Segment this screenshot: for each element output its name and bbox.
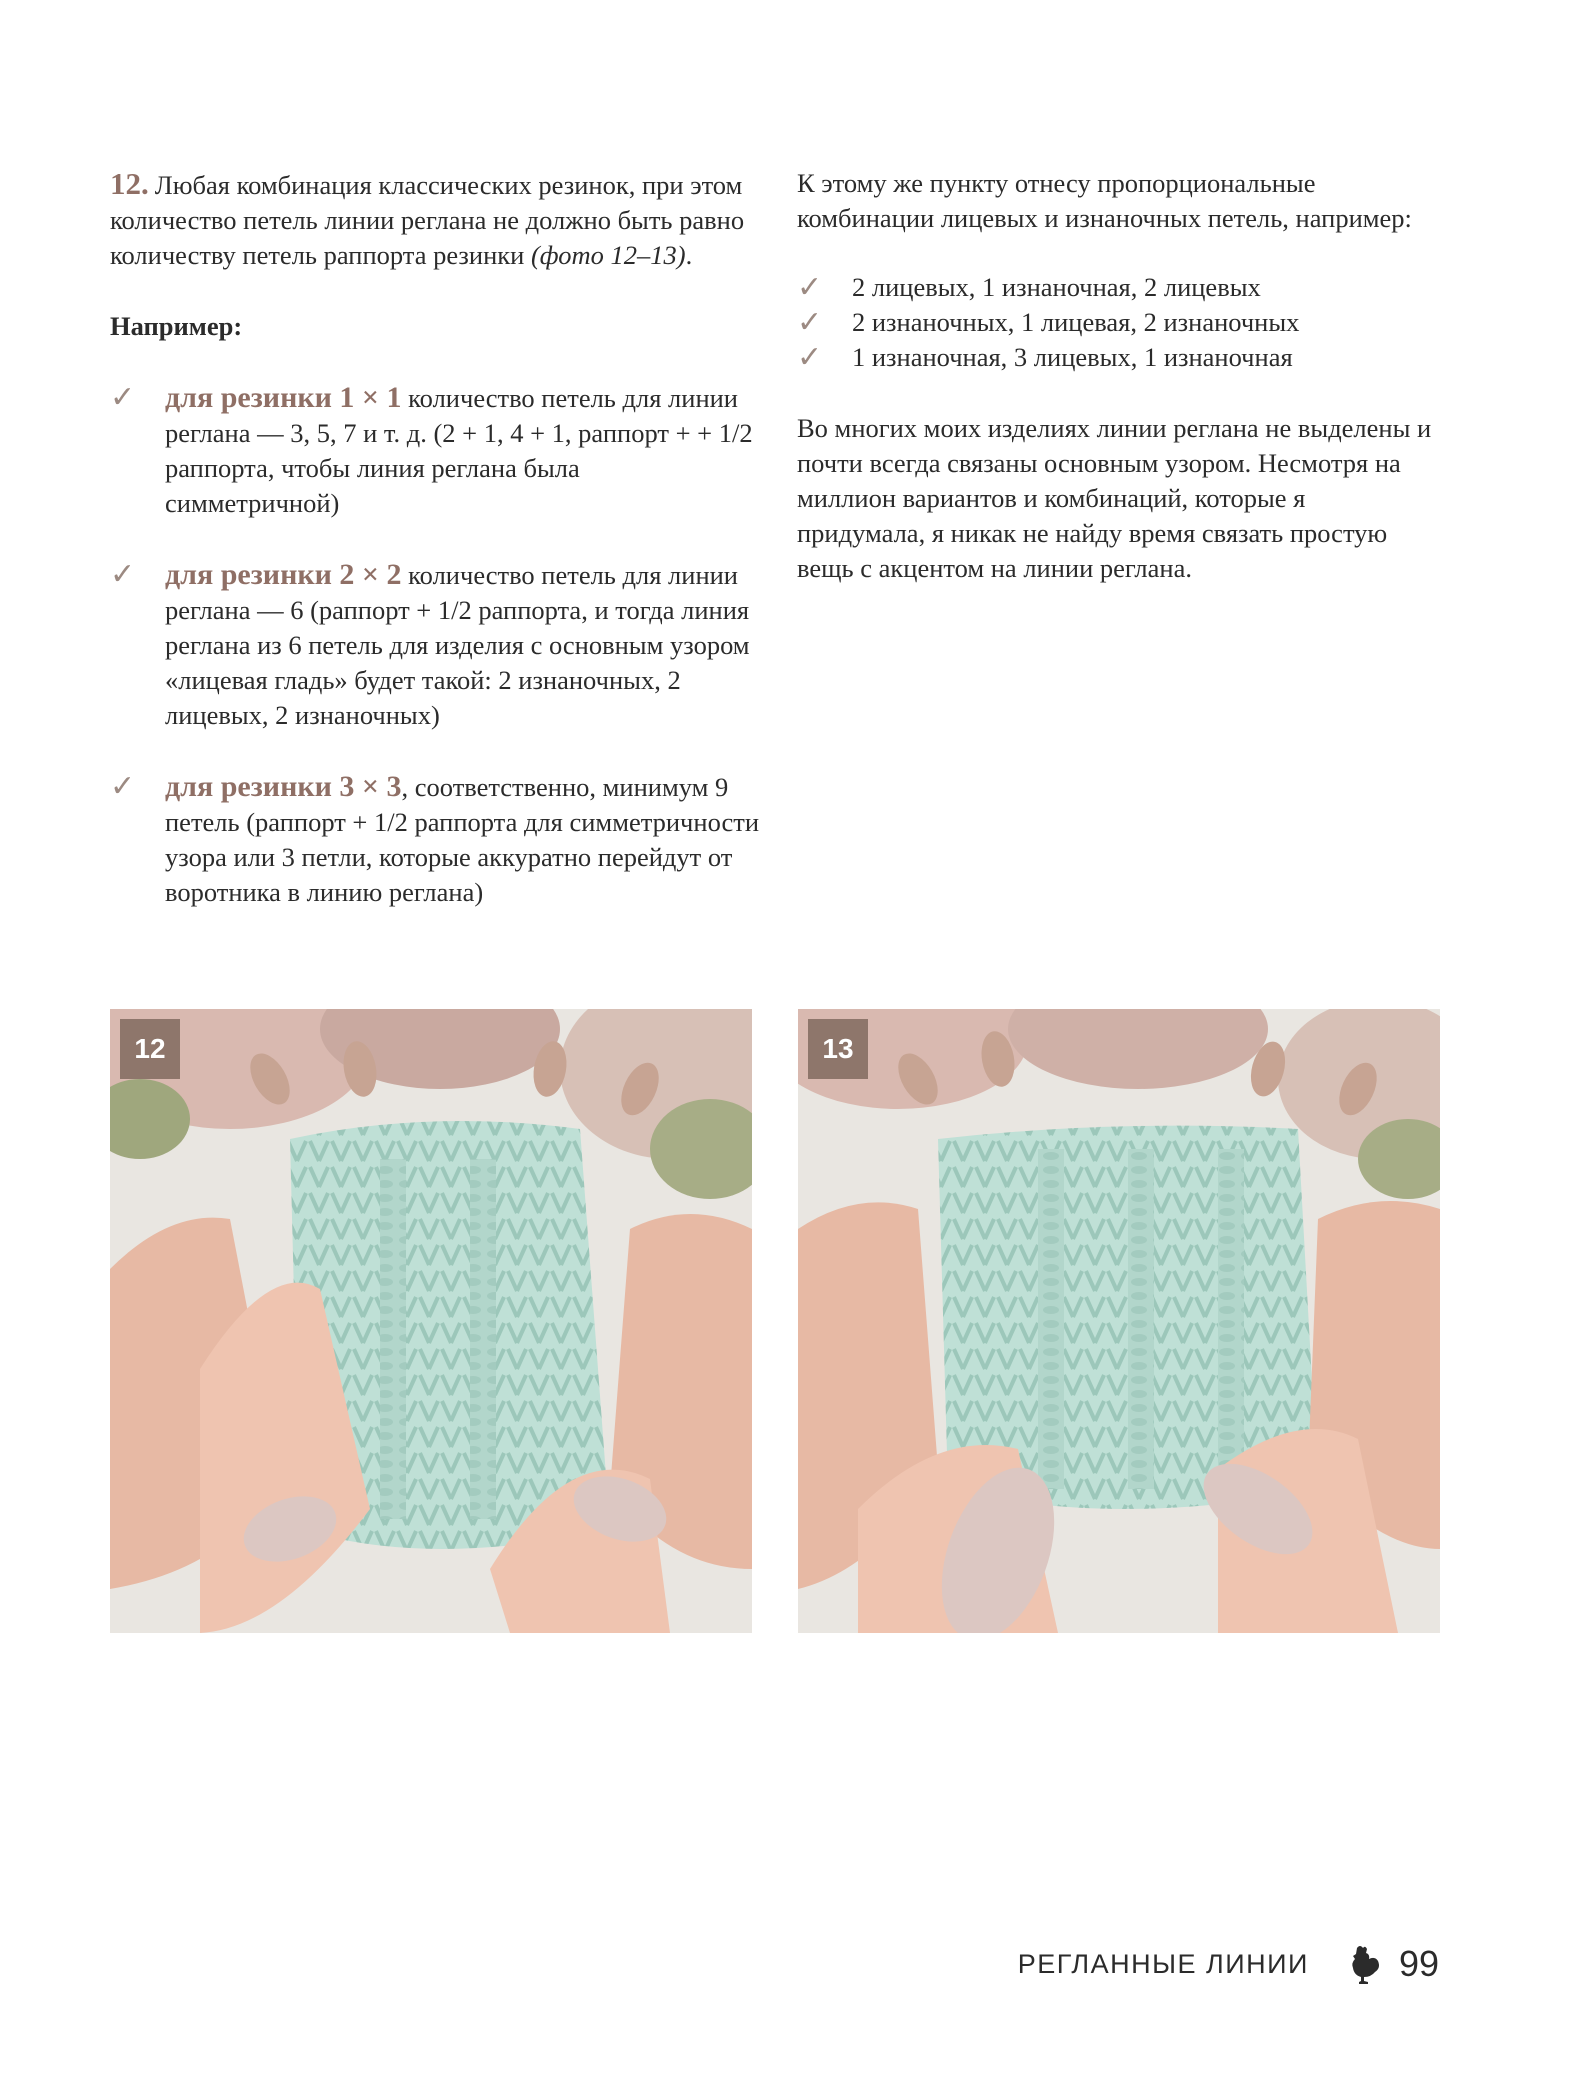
list-item: [110, 557, 760, 733]
rib-examples-list: [110, 380, 760, 910]
checkmark-icon: ✓: [797, 340, 823, 375]
knitting-photo-illustration: [110, 1009, 752, 1633]
list-item: [797, 270, 1437, 305]
item-text: количество петель для линии реглана — 3, 5, 7 и т. д. (2 + 1, 4 + 1, раппорт + + 1/2 раппорта, чтобы линия реглана была симметричной): [165, 383, 753, 518]
example-heading: Например:: [110, 311, 243, 341]
item-accent: для резинки 3 × 3: [165, 770, 402, 803]
right-column: [797, 166, 1437, 586]
page-footer: [1018, 1943, 1439, 1985]
rooster-icon: [1347, 1944, 1381, 1984]
photo-number-badge: 13: [808, 1019, 868, 1079]
item-number: 12.: [110, 166, 149, 201]
checkmark-icon: ✓: [110, 380, 136, 415]
right-paragraph: Во многих моих изделиях линии реглана не выделены и почти всегда связаны основным узором. Несмотря на миллион вариантов и комбинаций, которые я придумала, я никак не найду время связать простую вещь с акцентом на линии реглана.: [797, 413, 1432, 583]
item-text: количество петель для линии реглана — 6 (раппорт + 1/2 раппорта, и тогда линия реглана из 6 петель для изделия с основным узором «лицевая гладь» будет такой: 2 изнаночных, 2 лицевых, 2 изнаночных): [165, 560, 750, 730]
checkmark-icon: ✓: [797, 305, 823, 340]
photo-number-badge: 12: [120, 1019, 180, 1079]
item-12-paragraph: [110, 166, 760, 273]
list-item: [797, 305, 1437, 340]
item-text: 2 изнаночных, 1 лицевая, 2 изнаночных: [852, 307, 1300, 337]
item-accent: для резинки 2 × 2: [165, 558, 402, 591]
checkmark-icon: ✓: [797, 270, 823, 305]
photo-12: [110, 1009, 752, 1633]
intro-end: .: [685, 240, 693, 270]
item-intro: Любая комбинация классических резинок, при этом количество петель линии реглана не должно быть равно количеству петель раппорта резинки: [110, 170, 745, 270]
left-column: [110, 166, 760, 910]
photo-13: [798, 1009, 1440, 1633]
section-title: РЕГЛАННЫЕ ЛИНИИ: [1017, 1948, 1309, 1979]
item-accent: для резинки 1 × 1: [165, 381, 402, 414]
page-number: 99: [1398, 1943, 1439, 1984]
photo-reference: (фото 12–13): [530, 240, 686, 270]
item-text: 1 изнаночная, 3 лицевых, 1 изнаночная: [852, 342, 1293, 372]
combination-list: [797, 270, 1437, 375]
knitting-photo-illustration: [798, 1009, 1440, 1633]
list-item: [797, 340, 1437, 375]
list-item: [110, 769, 760, 910]
item-text: 2 лицевых, 1 изнаночная, 2 лицевых: [852, 272, 1261, 302]
list-item: [110, 380, 760, 521]
right-intro: К этому же пункту отнесу пропорциональные комбинации лицевых и изнаночных петель, например:: [797, 168, 1412, 233]
item-text: , соответственно, минимум 9 петель (раппорт + 1/2 раппорта для симметричности узора или 3 петли, которые аккуратно перейдут от воротника в линию реглана): [165, 772, 759, 907]
checkmark-icon: ✓: [110, 557, 136, 592]
checkmark-icon: ✓: [110, 769, 136, 804]
